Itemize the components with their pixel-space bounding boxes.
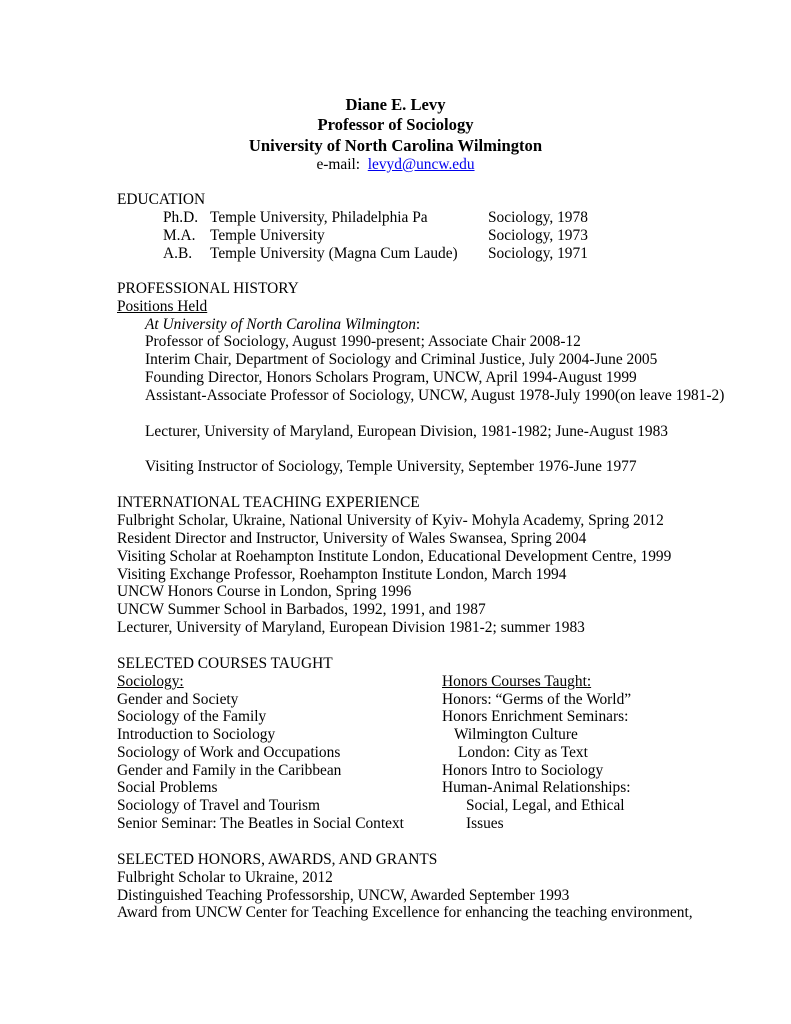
position-item: Professor of Sociology, August 1990-present; Associate Chair 2008-12 (145, 333, 581, 350)
sociology-course: Gender and Family in the Caribbean (117, 762, 342, 779)
education-heading: EDUCATION (117, 191, 206, 208)
position-item: Assistant-Associate Professor of Sociology, UNCW, August 1978-July 1990(on leave 1981-2) (145, 387, 725, 404)
education-field: Sociology, 1973 (488, 227, 588, 244)
email-line (0, 156, 791, 174)
international-item: UNCW Summer School in Barbados, 1992, 1991, and 1987 (117, 601, 486, 618)
honors-course: Honors Enrichment Seminars: (442, 708, 629, 725)
education-school: Temple University, Philadelphia Pa (210, 209, 428, 226)
international-item: Visiting Exchange Professor, Roehampton Institute London, March 1994 (117, 566, 567, 583)
education-field: Sociology, 1971 (488, 245, 588, 262)
sociology-course: Introduction to Sociology (117, 726, 276, 743)
honors-item: Award from UNCW Center for Teaching Excellence for enhancing the teaching environment, (117, 904, 693, 921)
education-degree: M.A. (163, 227, 196, 244)
international-item: Visiting Scholar at Roehampton Institute London, Educational Development Centre, 1999 (117, 548, 672, 565)
honors-heading: SELECTED HONORS, AWARDS, AND GRANTS (117, 851, 438, 868)
honors-item: Distinguished Teaching Professorship, UNCW, Awarded September 1993 (117, 887, 570, 904)
uncw-label-line (145, 316, 420, 334)
courses-heading: SELECTED COURSES TAUGHT (117, 655, 333, 672)
honors-course: London: City as Text (458, 744, 588, 761)
international-heading: INTERNATIONAL TEACHING EXPERIENCE (117, 494, 420, 511)
sociology-course: Social Problems (117, 779, 218, 796)
email-label: e-mail: (316, 156, 361, 173)
honors-course: Wilmington Culture (454, 726, 578, 743)
education-school: Temple University (Magna Cum Laude) (210, 245, 458, 262)
uncw-label-colon: : (415, 316, 421, 333)
positions-held-subheading: Positions Held (117, 298, 208, 315)
cv-institution: University of North Carolina Wilmington (248, 136, 543, 155)
sociology-courses-heading: Sociology: (117, 673, 184, 690)
education-field: Sociology, 1978 (488, 209, 588, 226)
position-item: Founding Director, Honors Scholars Program, UNCW, April 1994-August 1999 (145, 369, 637, 386)
honors-course: Honors Intro to Sociology (442, 762, 604, 779)
international-item: Lecturer, University of Maryland, European Division 1981-2; summer 1983 (117, 619, 585, 636)
sociology-course: Gender and Society (117, 691, 239, 708)
position-maryland: Lecturer, University of Maryland, European Division, 1981-1982; June-August 1983 (145, 423, 668, 440)
position-temple: Visiting Instructor of Sociology, Temple University, September 1976-June 1977 (145, 458, 637, 475)
sociology-course: Sociology of Work and Occupations (117, 744, 341, 761)
sociology-course: Sociology of Travel and Tourism (117, 797, 320, 814)
international-item: Resident Director and Instructor, University of Wales Swansea, Spring 2004 (117, 530, 587, 547)
sociology-course: Sociology of the Family (117, 708, 267, 725)
education-degree: A.B. (163, 245, 193, 262)
cv-name: Diane E. Levy (345, 95, 446, 114)
professional-history-heading: PROFESSIONAL HISTORY (117, 280, 299, 297)
email-link[interactable]: levyd@uncw.edu (367, 156, 475, 173)
international-item: Fulbright Scholar, Ukraine, National University of Kyiv- Mohyla Academy, Spring 2012 (117, 512, 664, 529)
sociology-course: Senior Seminar: The Beatles in Social Context (117, 815, 404, 832)
honors-item: Fulbright Scholar to Ukraine, 2012 (117, 869, 333, 886)
education-school: Temple University (210, 227, 325, 244)
uncw-label: At University of North Carolina Wilmington (145, 316, 416, 333)
honors-course: Social, Legal, and Ethical (466, 797, 625, 814)
honors-course: Issues (466, 815, 504, 832)
international-item: UNCW Honors Course in London, Spring 1996 (117, 583, 412, 600)
education-degree: Ph.D. (163, 209, 199, 226)
position-item: Interim Chair, Department of Sociology and Criminal Justice, July 2004-June 2005 (145, 351, 658, 368)
cv-title: Professor of Sociology (317, 115, 474, 134)
honors-courses-heading: Honors Courses Taught: (442, 673, 592, 690)
honors-course: Honors: “Germs of the World” (442, 691, 632, 708)
honors-course: Human-Animal Relationships: (442, 779, 631, 796)
